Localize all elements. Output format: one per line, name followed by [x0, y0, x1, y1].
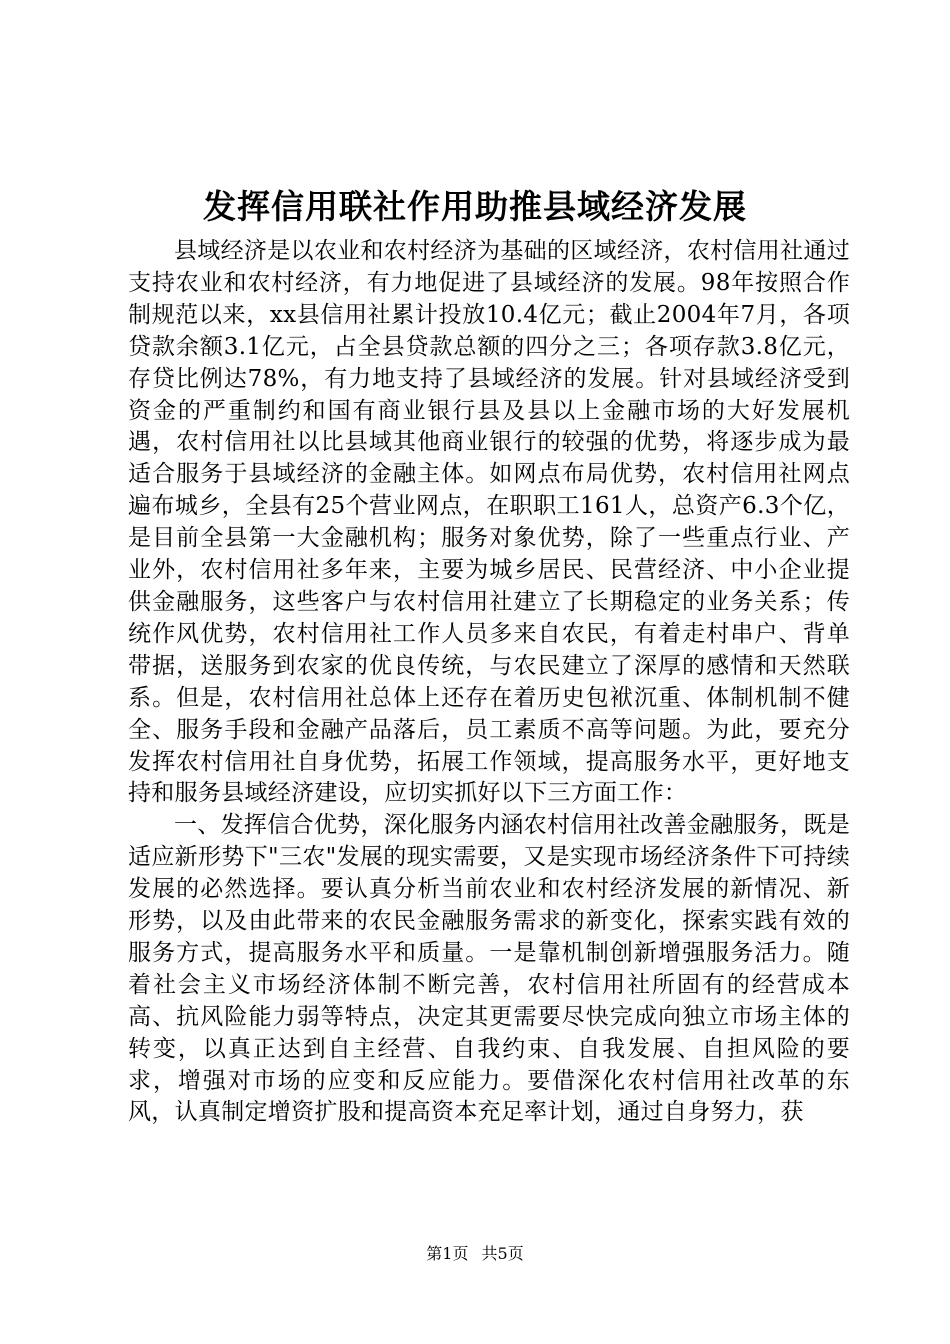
document-title: 发挥信用联社作用助推县域经济发展: [203, 187, 747, 226]
paragraph-section-one: 一、发挥信合优势，深化服务内涵农村信用社改善金融服务，既是适应新形势下"三农"发展的现实需要，又是实现市场经济条件下可持续发展的必然选择。要认真分析当前农业和农村经济发展的新情况、新形势，以及由此带来的农民金融服务需求的新变化，探索实践有效的服务方式，提高服务水平和质量。一是靠机制创新增强服务活力。随着社会主义市场经济体制不断完善，农村信用社所固有的经营成本高、抗风险能力弱等特点，决定其更需要尽快完成向独立市场主体的转变，以真正达到自主经营、自我约束、自我发展、自担风险的要求，增强对市场的应变和反应能力。要借深化农村信用社改革的东风，认真制定增资扩股和提高资本充足率计划，通过自身努力，获: [128, 812, 850, 1126]
document-body: [128, 236, 850, 1129]
page-number: 第1页: [426, 1244, 469, 1263]
page-footer: [0, 1244, 950, 1264]
page-total: 共5页: [481, 1244, 524, 1263]
paragraph-intro: 县域经济是以农业和农村经济为基础的区域经济，农村信用社通过支持农业和农村经济，有力地促进了县域经济的发展。98年按照合作制规范以来，xx县信用社累计投放10.4亿元；截止2004年7月，各项贷款余额3.1亿元，占全县贷款总额的四分之三；各项存款3.8亿元，存贷比例达78%，有力地支持了县域经济的发展。针对县域经济受到资金的严重制约和国有商业银行县及县以上金融市场的大好发展机遇，农村信用社以比县域其他商业银行的较强的优势，将逐步成为最适合服务于县域经济的金融主体。如网点布局优势，农村信用社网点遍布城乡，全县有25个营业网点，在职职工161人，总资产6.3个亿，是目前全县第一大金融机构；服务对象优势，除了一些重点行业、产业外，农村信用社多年来，主要为城乡居民、民营经济、中小企业提供金融服务，这些客户与农村信用社建立了长期稳定的业务关系；传统作风优势，农村信用社工作人员多来自农民，有着走村串户、背单带据，送服务到农家的优良传统，与农民建立了深厚的感情和天然联系。但是，农村信用社总体上还存在着历史包袱沉重、体制机制不健全、服务手段和金融产品落后，员工素质不高等问题。为此，要充分发挥农村信用社自身优势，拓展工作领域，提高服务水平，更好地支持和服务县域经济建设，应切实抓好以下三方面工作：: [128, 238, 850, 807]
